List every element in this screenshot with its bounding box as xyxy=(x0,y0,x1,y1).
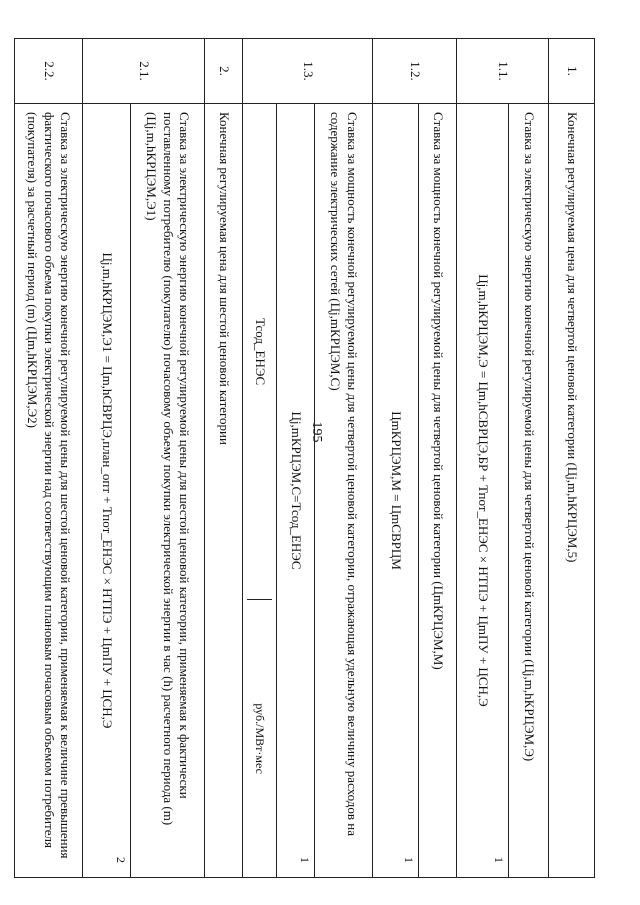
table-row xyxy=(15,39,83,878)
symbol-cell: Тсод_ЕНЭС xyxy=(247,104,271,600)
page-number: 195 xyxy=(309,421,324,443)
table-row xyxy=(277,39,315,878)
equation-number: 1 xyxy=(298,857,312,863)
formula-text: Цj,mКРЦЭМ,С=Тсод_ЕНЭС xyxy=(288,411,304,570)
row-text: Ставка за электрическую энергию конечной регулируемой цены для шестой ценовой категории, применяемая к фактически поставленному потребителю (покупателю) почасовому объему покупки электрической энергии в час (h) расчетного периода (m) (Цj,m,hКРЦЭМ,Э1) xyxy=(131,104,205,878)
table-row xyxy=(243,39,277,878)
table-row xyxy=(457,39,509,878)
table-row xyxy=(549,39,595,878)
row-number: 1.3. xyxy=(243,39,373,104)
row-number: 1. xyxy=(549,39,595,104)
row-number: 2. xyxy=(205,39,243,104)
row-text: Конечная регулируемая цена для четвертой ценовой категории (Цj,m,hКРЦЭМ,5) xyxy=(549,104,595,878)
table-row xyxy=(315,39,373,878)
table-row xyxy=(205,39,243,878)
row-text: Ставка за электрическую энергию конечной регулируемой цены для четвертой ценовой категории (Цj,m,hКРЦЭМ,Э) xyxy=(509,104,549,878)
equation-number: 1 xyxy=(492,857,506,863)
row-text: Ставка за мощность конечной регулируемой цены для четвертой ценовой категории, отражающая удельную величину расходов на содержание электрических сетей (Цj,mКРЦЭМ,С) xyxy=(315,104,373,878)
row-number: 2.2. xyxy=(15,39,83,104)
unit-cell: руб./МВт·мес xyxy=(253,703,267,774)
row-text: Ставка за мощность конечной регулируемой цены для четвертой ценовой категории (ЦmКРЦЭМ,М) xyxy=(419,104,457,878)
row-number: 2.1. xyxy=(83,39,205,104)
sub-table-cell xyxy=(243,104,277,878)
table-row xyxy=(83,39,131,878)
table-row xyxy=(419,39,457,878)
table-row xyxy=(131,39,205,878)
formula-cell xyxy=(457,104,509,878)
row-text: Конечная регулируемая цена для шестой ценовой категории xyxy=(205,104,243,878)
equation-number: 1 xyxy=(402,857,416,863)
row-text: Ставка за электрическую энергию конечной регулируемой цены для шестой ценовой категории, применяемая к величине превышения фактического почасового объема покупки электрической энергии над соответствующим плановым почасовым объемом потребителя (покупателя) за расчетный период (m) (Цm,hКРЦЭМ,Э2) xyxy=(15,104,83,878)
units-sub-table xyxy=(247,104,271,877)
table-row xyxy=(373,39,419,878)
tariff-table xyxy=(14,38,595,878)
formula-text: ЦmКРЦЭМ,М = ЦmСВРЦМ xyxy=(388,411,404,570)
row-number: 1.1. xyxy=(457,39,549,104)
row-number: 1.2. xyxy=(373,39,457,104)
formula-cell xyxy=(83,104,131,878)
formula-text: Цj,m,hКРЦЭМ,Э = Цm,hСВРЦЭ,БР + Тпот_ЕНЭС × НТПЭ + ЦmПУ + ЦСН,Э xyxy=(475,274,491,707)
formula-cell xyxy=(373,104,419,878)
equation-number: 2 xyxy=(114,857,128,863)
rotated-table-container xyxy=(25,38,595,878)
table-row xyxy=(509,39,549,878)
formula-text: Цj,m,hКРЦЭМ,Э1 = Цm,hСВРЦЭ,план_опт + Тпот_ЕНЭС × НТПЭ + ЦmПУ + ЦСН,Э xyxy=(99,252,115,729)
formula-cell xyxy=(277,104,315,878)
